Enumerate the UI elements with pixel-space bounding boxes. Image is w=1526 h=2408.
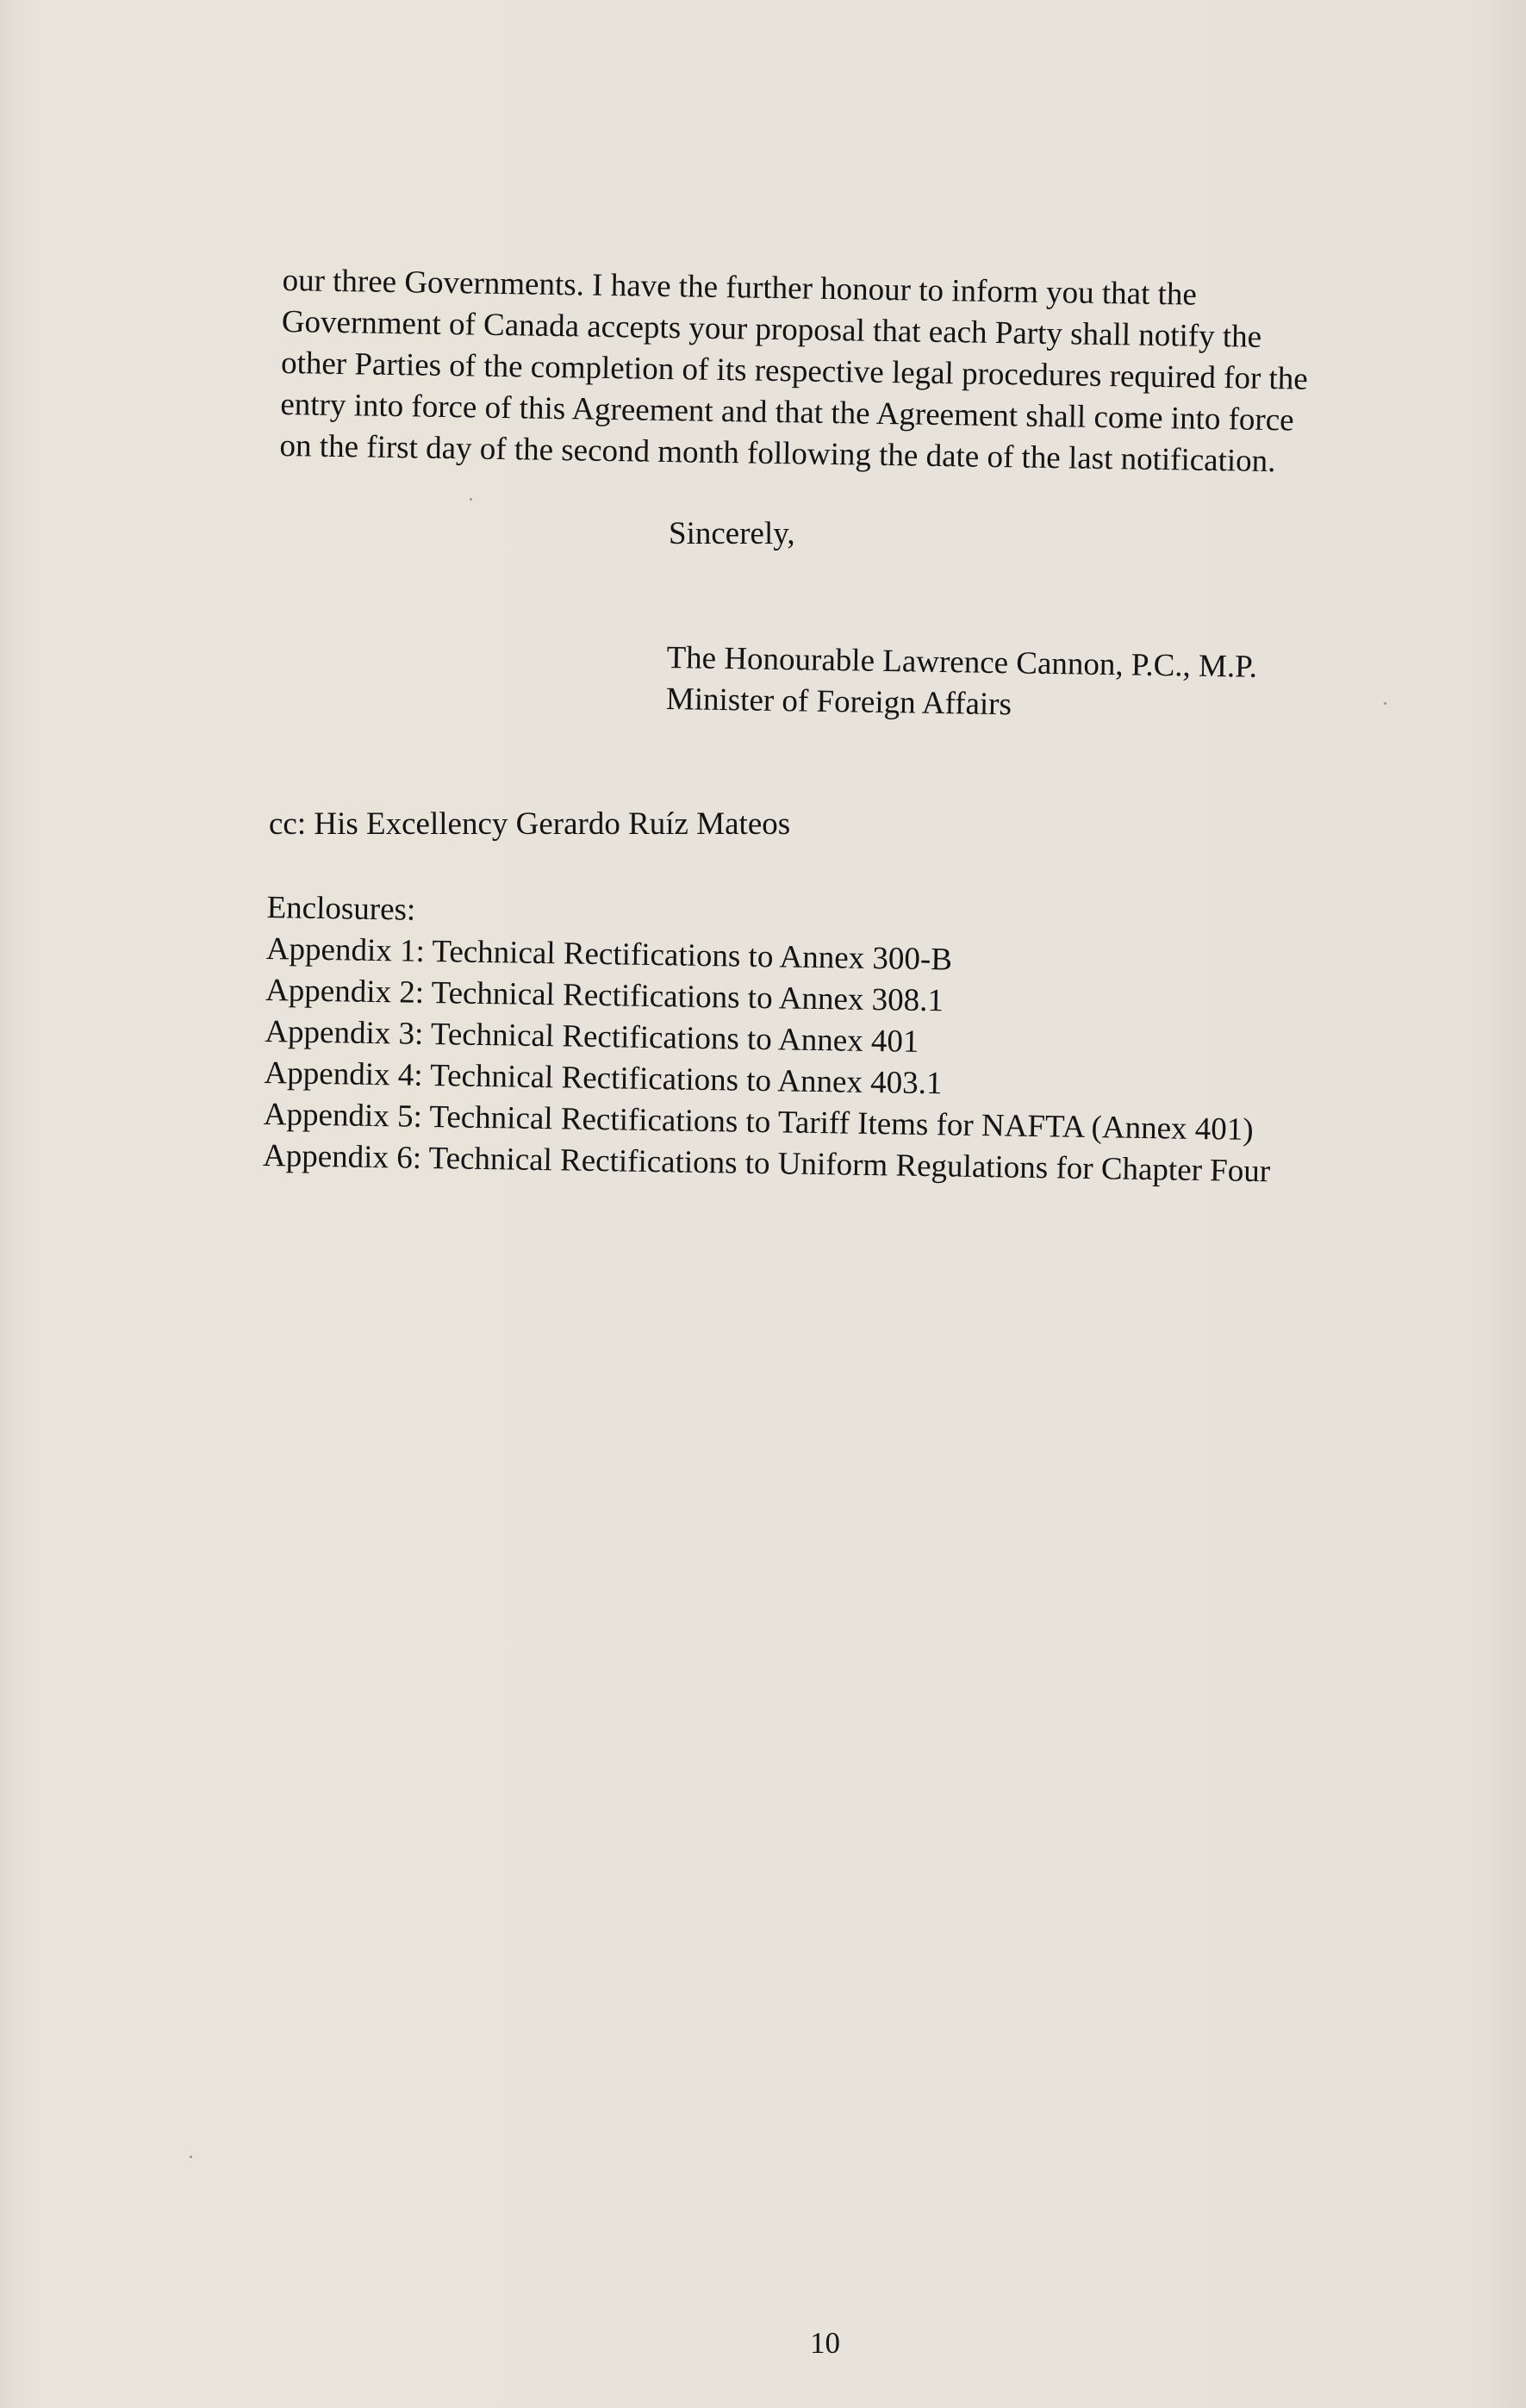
- appendix-item: Appendix 5: Technical Rectifications to Tariff Items for NAFTA (Annex 401): [263, 1096, 1254, 1148]
- appendix-item: Appendix 3: Technical Rectifications to Annex 401: [265, 1013, 919, 1060]
- paper-speck: [1384, 702, 1386, 705]
- signature-block: [665, 638, 1257, 730]
- cc-line: cc: His Excellency Gerardo Ruíz Mateos: [269, 806, 791, 842]
- body-line: entry into force of this Agreement and that the Agreement shall come into force: [280, 386, 1294, 439]
- body-paragraph: [279, 260, 1454, 485]
- page-number: 10: [810, 2326, 840, 2360]
- appendix-item: Appendix 2: Technical Rectifications to Annex 308.1: [265, 972, 944, 1019]
- appendix-item: Appendix 6: Technical Rectifications to Uniform Regulations for Chapter Four: [262, 1137, 1271, 1190]
- body-line: on the first day of the second month following the date of the last notification.: [279, 427, 1276, 480]
- body-line: our three Governments. I have the further honour to inform you that the: [282, 262, 1198, 313]
- closing: Sincerely,: [669, 516, 795, 551]
- enclosures-list: [263, 887, 1274, 1192]
- appendix-item: Appendix 4: Technical Rectifications to Annex 403.1: [264, 1055, 943, 1102]
- body-line: other Parties of the completion of its respective legal procedures required for the: [280, 345, 1309, 397]
- paper-speck: [470, 498, 472, 501]
- body-line: Government of Canada accepts your proposal that each Party shall notify the: [281, 303, 1262, 355]
- signatory-name: The Honourable Lawrence Cannon, P.C., M.P.: [666, 639, 1258, 685]
- signatory-title: Minister of Foreign Affairs: [665, 681, 1012, 723]
- paper-speck: [190, 2156, 192, 2158]
- enclosures-heading: Enclosures:: [266, 889, 416, 928]
- appendix-item: Appendix 1: Technical Rectifications to Annex 300-B: [265, 930, 953, 978]
